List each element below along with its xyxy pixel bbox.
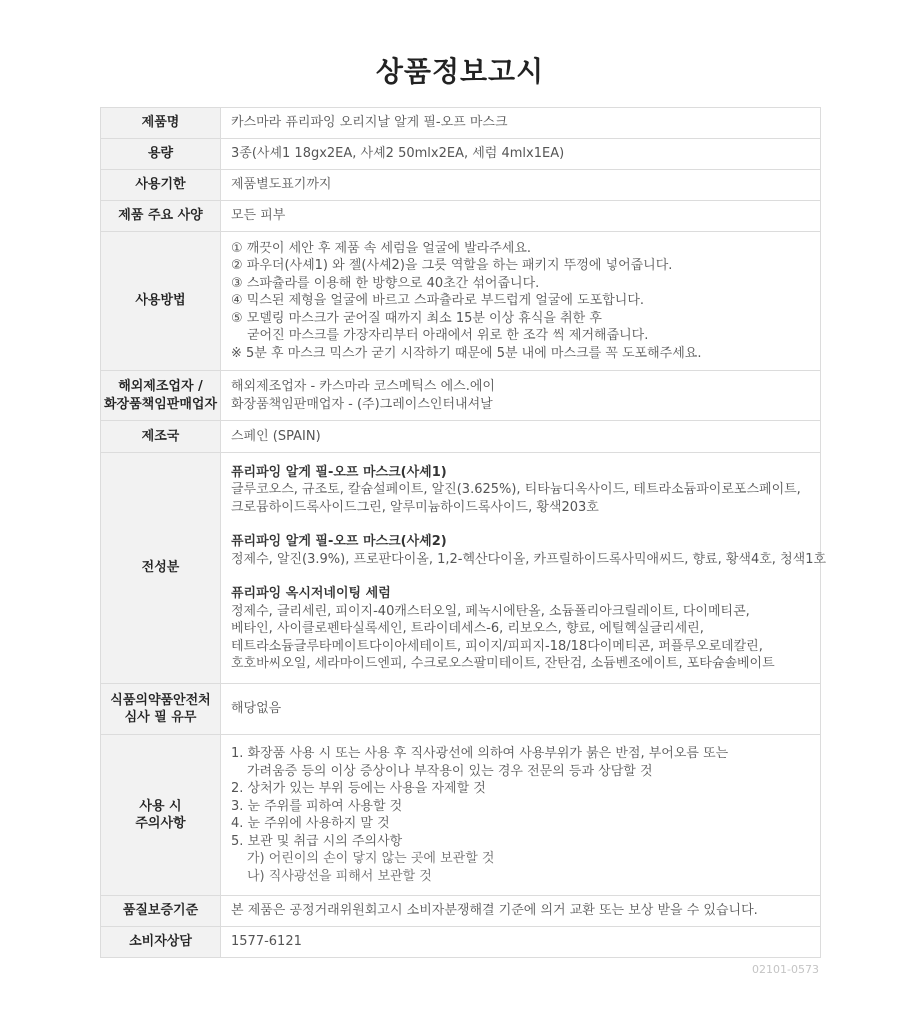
- maker-label-line-2: 화장품책임판매업자: [103, 396, 218, 412]
- row-label-maker: [101, 371, 221, 421]
- table-row: [101, 371, 821, 421]
- page-title: 상품정보고시: [375, 55, 545, 88]
- ingredients-group-1-title: 퓨리파잉 알게 필-오프 마스크(사셰1): [231, 464, 447, 480]
- row-label-country: 제조국: [101, 421, 221, 453]
- row-value-usage: [221, 232, 821, 371]
- caution-item-1: 1. 화장품 사용 시 또는 사용 후 직사광선에 의하여 사용부위가 붉은 반점, 부어오름 또는: [231, 746, 729, 761]
- usage-step-2: ② 파우더(사셰1) 와 젤(사셰2)을 그릇 역할을 하는 패키지 뚜껑에 넣어줍니다.: [231, 258, 673, 274]
- spacer: [231, 568, 810, 585]
- row-label-caution: [101, 735, 221, 896]
- row-value-country: 스페인 (SPAIN): [221, 421, 821, 453]
- table-row: [101, 170, 821, 201]
- ingredients-group-3-title: 퓨리파잉 옥시저네이팅 세럼: [231, 586, 391, 601]
- caution-item-2: 2. 상처가 있는 부위 등에는 사용을 자제할 것: [231, 781, 486, 796]
- row-value-spec: 모든 피부: [221, 201, 821, 232]
- table-row: [101, 735, 821, 896]
- table-row: [101, 139, 821, 170]
- ingredients-group-3-line: 호호바씨오일, 세라마이드엔피, 수크로오스팔미테이트, 잔탄검, 소듐벤조에이트, 포타슘솔베이트: [231, 656, 775, 671]
- ingredients-group-1-line: 글루코오스, 규조토, 칼슘설페이트, 알진(3.625%), 티타늄디옥사이드, 테트라소듐파이로포스페이트,: [231, 482, 801, 497]
- maker-label-line-1: 해외제조업자 /: [118, 379, 203, 394]
- document-code: 02101-0573: [752, 963, 819, 976]
- row-value-warranty: 본 제품은 공정거래위원회고시 소비자분쟁해결 기준에 의거 교환 또는 보상 받을 수 있습니다.: [221, 896, 821, 927]
- caution-sub-item-b: 나) 직사광선을 피해서 보관할 것: [247, 868, 432, 884]
- ingredients-group-1-line: 크로뮴하이드록사이드그린, 알루미늄하이드록사이드, 황색203호: [231, 499, 599, 515]
- row-label-volume: 용량: [101, 139, 221, 170]
- caution-item-1-continued: 가려움증 등의 이상 증상이나 부작용이 있는 경우 전문의 등과 상담할 것: [247, 763, 653, 779]
- row-value-expiry: 제품별도표기까지: [221, 170, 821, 201]
- table-row: [101, 421, 821, 453]
- caution-sub-item-a: 가) 어린이의 손이 닿지 않는 곳에 보관할 것: [247, 851, 495, 866]
- usage-step-5: ⑤ 모델링 마스크가 굳어질 때까지 최소 15분 이상 휴식을 취한 후: [231, 310, 602, 326]
- row-label-warranty: 품질보증기준: [101, 896, 221, 927]
- row-value-ingredients: [221, 453, 827, 684]
- row-value-volume: 3종(사셰1 18gx2EA, 사셰2 50mlx2EA, 세럼 4mlx1EA): [221, 139, 821, 170]
- row-label-contact: 소비자상담: [101, 927, 221, 958]
- ingredients-group-3-line: 테트라소듐글루타메이트다이아세테이트, 피이지/피피지-18/18다이메티콘, 퍼플루오로데칼린,: [231, 638, 763, 654]
- table-row: [101, 232, 821, 371]
- ingredients-group-3-line: 정제수, 글리세린, 피이지-40캐스터오일, 페녹시에탄올, 소듐폴리아크릴레이트, 다이메티콘,: [231, 603, 750, 619]
- row-value-maker: [221, 371, 821, 421]
- usage-step-3: ③ 스파츌라를 이용해 한 방향으로 40초간 섞어줍니다.: [231, 275, 540, 291]
- product-info-table: [100, 107, 827, 958]
- row-label-expiry: 사용기한: [101, 170, 221, 201]
- ingredients-group-2-title: 퓨리파잉 알게 필-오프 마스크(사셰2): [231, 534, 447, 549]
- table-row: [101, 684, 821, 735]
- row-value-mfds: 해당없음: [221, 684, 821, 735]
- row-label-ingredients: 전성분: [101, 453, 221, 684]
- mfds-label-line-1: 식품의약품안전처: [110, 692, 211, 708]
- caution-item-5: 5. 보관 및 취급 시의 주의사항: [231, 833, 403, 849]
- table-row: [101, 453, 821, 684]
- caution-label-line-2: 주의사항: [135, 816, 186, 831]
- row-value-caution: [221, 735, 821, 896]
- maker-line-1: 해외제조업자 - 카스마라 코스메틱스 에스.에이: [231, 379, 495, 394]
- usage-step-4: ④ 믹스된 제형을 얼굴에 바르고 스파츌라로 부드럽게 얼굴에 도포합니다.: [231, 293, 645, 309]
- table-row: [101, 108, 821, 139]
- caution-item-3: 3. 눈 주위를 피하여 사용할 것: [231, 798, 403, 814]
- mfds-label-line-2: 심사 필 유무: [124, 710, 197, 725]
- row-value-contact: 1577-6121: [221, 927, 821, 958]
- maker-line-2: 화장품책임판매업자 - (주)그레이스인터내셔날: [231, 396, 493, 412]
- table-row: [101, 896, 821, 927]
- ingredients-group-2-line: 정제수, 알진(3.9%), 프로판다이올, 1,2-헥산다이올, 카프릴하이드록사믹애씨드, 향료, 황색4호, 청색1호: [231, 551, 827, 567]
- row-label-spec: 제품 주요 사양: [101, 201, 221, 232]
- row-label-usage: 사용방법: [101, 232, 221, 371]
- caution-item-4: 4. 눈 주위에 사용하지 말 것: [231, 816, 390, 831]
- ingredients-group-3-line: 베타인, 사이클로펜타실록세인, 트라이데세스-6, 리보오스, 향료, 에틸헥실글리세린,: [231, 621, 704, 636]
- row-label-product-name: 제품명: [101, 108, 221, 139]
- caution-label-line-1: 사용 시: [139, 798, 182, 814]
- spacer: [231, 516, 810, 533]
- table-row: [101, 201, 821, 232]
- usage-note: ※ 5분 후 마스크 믹스가 굳기 시작하기 때문에 5분 내에 마스크를 꼭 도포해주세요.: [231, 345, 702, 361]
- row-label-mfds: [101, 684, 221, 735]
- usage-step-5-continued: 굳어진 마스크를 가장자리부터 아래에서 위로 한 조각 씩 제거해줍니다.: [247, 328, 649, 344]
- row-value-product-name: 카스마라 퓨리파잉 오리지날 알게 필-오프 마스크: [221, 108, 821, 139]
- usage-step-1: ① 깨끗이 세안 후 제품 속 세럼을 얼굴에 발라주세요.: [231, 240, 532, 256]
- table-row: [101, 927, 821, 958]
